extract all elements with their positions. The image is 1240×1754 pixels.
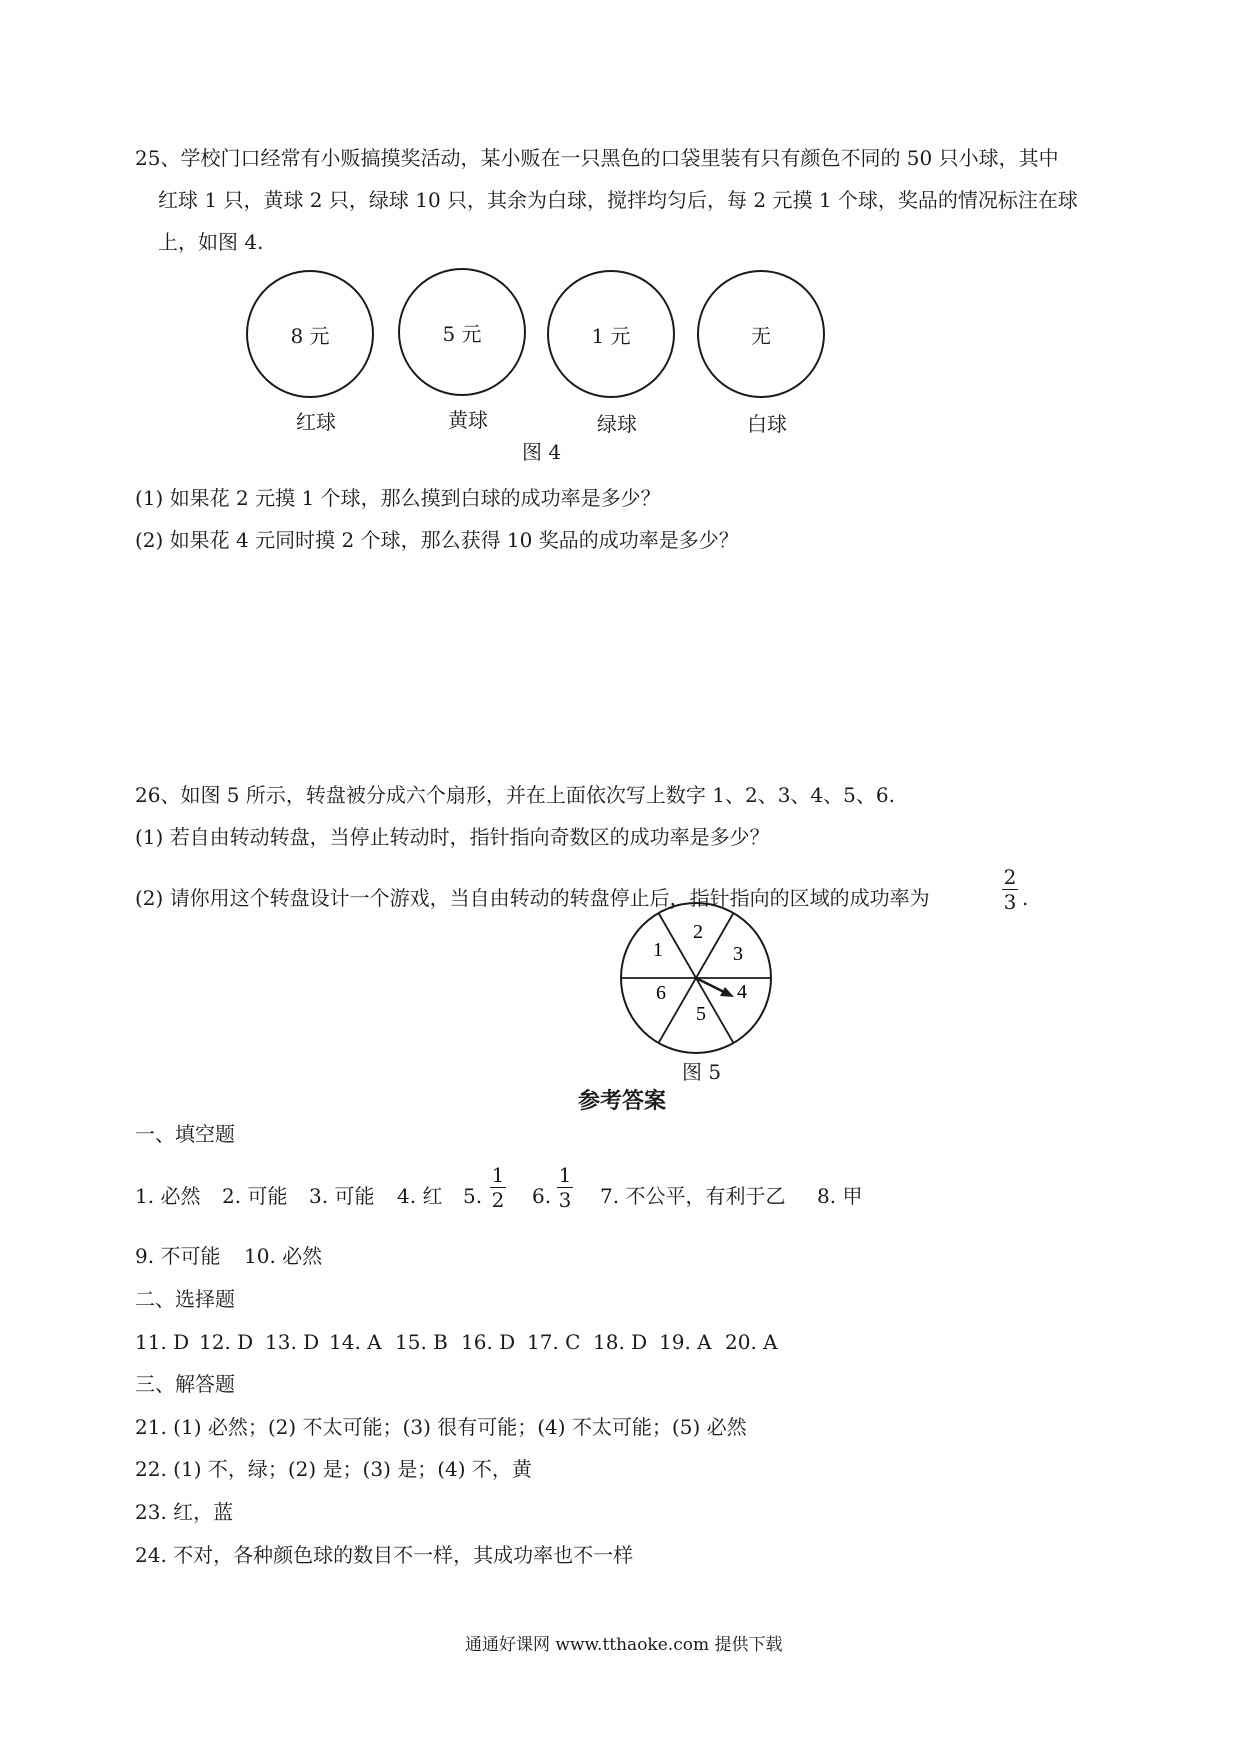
answer-5-denominator: 2 [491, 1188, 505, 1212]
answer-5-numerator: 1 [491, 1163, 505, 1187]
q26-fraction [1002, 866, 1018, 913]
answer-21: 21. (1) 必然；(2) 不太可能；(3) 很有可能；(4) 不太可能；(5) 必然 [135, 1415, 747, 1439]
answer-6-fraction [557, 1164, 573, 1211]
q26-fraction-denominator: 3 [1003, 890, 1017, 914]
green-ball-prize: 1 元 [591, 323, 631, 348]
q26-sub2: (2) 请你用这个转盘设计一个游戏，当自由转动的转盘停止后，指针指向的区域的成功率为 [135, 886, 930, 910]
answer-11: 11. D [135, 1330, 190, 1354]
spinner-number-5: 5 [696, 1003, 706, 1025]
answers-title: 参考答案 [578, 1088, 667, 1114]
green-ball [547, 270, 675, 398]
answer-10: 10. 必然 [244, 1244, 323, 1268]
answer-23: 23. 红，蓝 [135, 1500, 234, 1524]
answer-5-fraction [490, 1164, 506, 1211]
white-ball-prize: 无 [751, 323, 771, 348]
q26-sub1: (1) 若自由转动转盘，当停止转动时，指针指向奇数区的成功率是多少？ [135, 825, 770, 849]
red-ball-prize: 8 元 [290, 323, 330, 348]
spinner-number-2: 2 [693, 921, 703, 943]
answer-20: 20. A [725, 1330, 778, 1354]
red-ball [246, 270, 374, 398]
answer-19: 19. A [659, 1330, 712, 1354]
section-fill-blank: 一、填空题 [135, 1122, 235, 1146]
choice-answers [135, 1330, 791, 1354]
q25-line1: 25、学校门口经常有小贩搞摸奖活动，某小贩在一只黑色的口袋里装有只有颜色不同的 50 只小球，其中 [135, 146, 1059, 170]
answer-2: 2. 可能 [222, 1184, 288, 1208]
page-footer: 通通好课网 www.tthaoke.com 提供下载 [465, 1635, 783, 1655]
answer-13: 13. D [265, 1330, 320, 1354]
figure-5-caption: 图 5 [682, 1060, 722, 1084]
red-ball-label: 红球 [296, 410, 336, 434]
spinner-number-4: 4 [737, 981, 747, 1003]
q25-sub2: (2) 如果花 4 元同时摸 2 个球，那么获得 10 奖品的成功率是多少？ [135, 528, 739, 552]
answer-3: 3. 可能 [309, 1184, 375, 1208]
section-solutions: 三、解答题 [135, 1372, 235, 1396]
figure-4-caption: 图 4 [522, 440, 562, 464]
answer-24: 24. 不对，各种颜色球的数目不一样，其成功率也不一样 [135, 1543, 634, 1567]
answer-16: 16. D [461, 1330, 516, 1354]
green-ball-label: 绿球 [597, 412, 637, 436]
q25-sub1: (1) 如果花 2 元摸 1 个球，那么摸到白球的成功率是多少？ [135, 486, 661, 510]
answer-5-label: 5. [463, 1184, 483, 1208]
spinner-number-3: 3 [733, 943, 743, 965]
spinner-divider [659, 913, 697, 978]
answer-18: 18. D [593, 1330, 648, 1354]
q26-sub2-period: . [1022, 886, 1029, 910]
spinner [616, 898, 776, 1058]
q25-line3: 上，如图 4. [158, 230, 264, 254]
yellow-ball-label: 黄球 [448, 408, 488, 432]
answer-14: 14. A [329, 1330, 382, 1354]
answer-12: 12. D [199, 1330, 254, 1354]
white-ball [697, 270, 825, 398]
answer-15: 15. B [395, 1330, 448, 1354]
answer-7: 7. 不公平，有利于乙 [600, 1184, 786, 1208]
answer-9: 9. 不可能 [135, 1244, 221, 1268]
answer-6-numerator: 1 [558, 1163, 572, 1187]
answer-22: 22. (1) 不，绿；(2) 是；(3) 是；(4) 不，黄 [135, 1457, 532, 1481]
section-choice: 二、选择题 [135, 1287, 235, 1311]
answer-6-label: 6. [532, 1184, 552, 1208]
yellow-ball-prize: 5 元 [442, 321, 482, 346]
spinner-number-1: 1 [653, 939, 663, 961]
answer-17: 17. C [527, 1330, 581, 1354]
yellow-ball [398, 268, 526, 396]
q26-fraction-numerator: 2 [1003, 865, 1017, 889]
spinner-number-6: 6 [656, 982, 666, 1004]
answer-6-denominator: 3 [558, 1188, 572, 1212]
answer-1: 1. 必然 [135, 1184, 201, 1208]
q25-line2: 红球 1 只，黄球 2 只，绿球 10 只，其余为白球，搅拌均匀后，每 2 元摸 1 个球，奖品的情况标注在球 [158, 188, 1078, 212]
answer-8: 8. 甲 [817, 1184, 863, 1208]
q26-line1: 26、如图 5 所示，转盘被分成六个扇形，并在上面依次写上数字 1、2、3、4、5、6. [135, 783, 895, 807]
fill-answers-row1 [135, 1184, 200, 1208]
answer-4: 4. 红 [397, 1184, 443, 1208]
white-ball-label: 白球 [747, 412, 787, 436]
